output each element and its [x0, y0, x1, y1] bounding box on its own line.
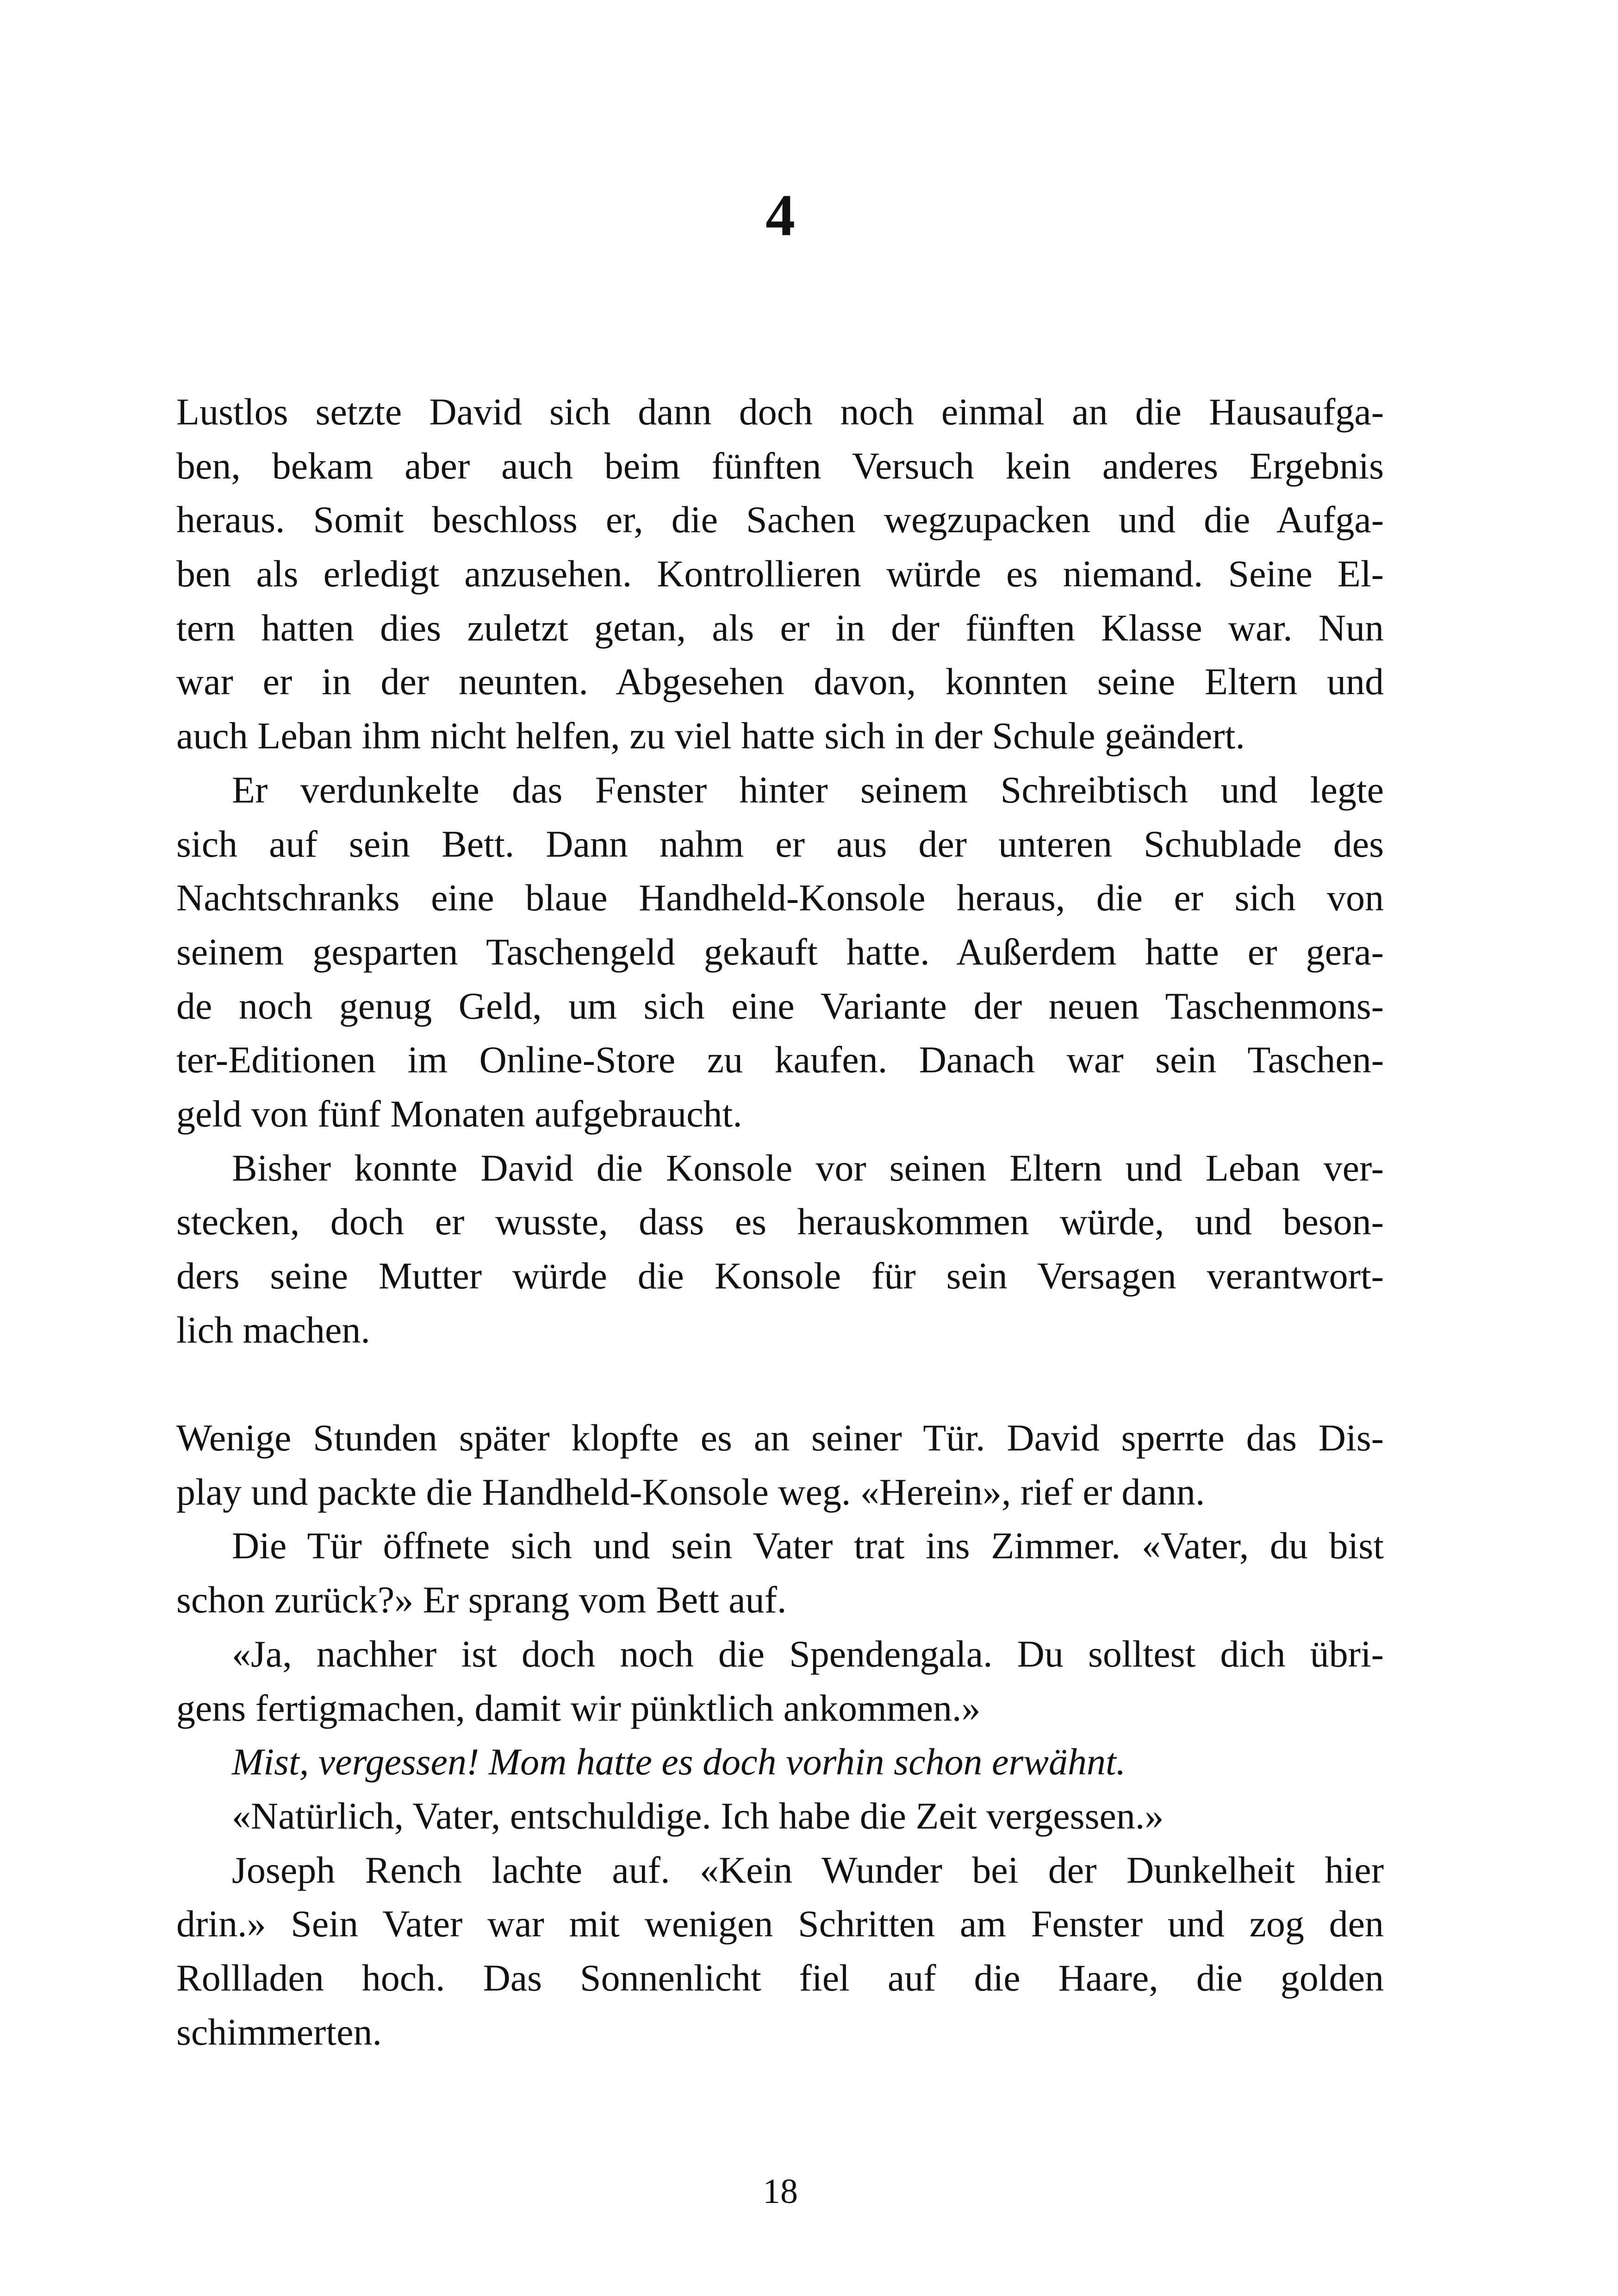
section — [176, 1411, 1384, 2059]
page-number: 18 — [763, 2172, 798, 2211]
paragraph — [176, 1843, 1384, 2060]
text-line: «Ja, nachher ist doch noch die Spendengala. Du solltest dich übri- — [232, 1632, 1384, 1675]
text-line: tern hatten dies zuletzt getan, als er in der fünften Klasse war. Nun — [176, 606, 1384, 649]
text-line: ter-Editionen im Online-Store zu kaufen. Danach war sein Taschen- — [176, 1039, 1384, 1081]
text-line: auch Leban ihm nicht helfen, zu viel hatte sich in der Schule geändert. — [176, 715, 1245, 757]
text-line: ben, bekam aber auch beim fünften Versuch kein anderes Ergebnis — [176, 444, 1384, 487]
text-line: ders seine Mutter würde die Konsole für sein Versagen verantwort- — [176, 1255, 1384, 1297]
paragraph — [176, 1411, 1384, 1519]
paragraph — [176, 385, 1384, 763]
section-break — [176, 1357, 1384, 1411]
text-line: play und packte die Handheld-Konsole weg. «Herein», rief er dann. — [176, 1470, 1205, 1513]
chapter-number: 4 — [765, 182, 795, 248]
text-line: Lustlos setzte David sich dann doch noch einmal an die Hausaufga- — [176, 391, 1384, 433]
paragraph — [176, 1519, 1384, 1627]
paragraph — [176, 1735, 1384, 1789]
text-line: Die Tür öffnete sich und sein Vater trat ins Zimmer. «Vater, du bist — [232, 1524, 1384, 1567]
body-text — [176, 385, 1384, 2059]
text-line: de noch genug Geld, um sich eine Variante der neuen Taschenmons- — [176, 984, 1384, 1027]
text-line: Joseph Rench lachte auf. «Kein Wunder bei der Dunkelheit hier — [232, 1848, 1384, 1891]
text-line: heraus. Somit beschloss er, die Sachen wegzupacken und die Aufga- — [176, 498, 1384, 541]
text-line: drin.» Sein Vater war mit wenigen Schritten am Fenster und zog den — [176, 1903, 1384, 1945]
text-line: schimmerten. — [176, 2010, 382, 2053]
text-line: Rollladen hoch. Das Sonnenlicht fiel auf die Haare, die golden — [176, 1956, 1384, 1999]
text-line: seinem gesparten Taschengeld gekauft hatte. Außerdem hatte er gera- — [176, 930, 1384, 973]
text-line: lich machen. — [176, 1308, 370, 1351]
paragraph — [176, 763, 1384, 1141]
text-line: sich auf sein Bett. Dann nahm er aus der unteren Schublade des — [176, 822, 1384, 865]
paragraph — [176, 1789, 1384, 1843]
text-line: ben als erledigt anzusehen. Kontrollieren würde es niemand. Seine El- — [176, 553, 1384, 595]
text-line: gens fertigmachen, damit wir pünktlich ankommen.» — [176, 1686, 981, 1729]
section — [176, 385, 1384, 1357]
text-line: stecken, doch er wusste, dass es herauskommen würde, und beson- — [176, 1201, 1384, 1243]
text-line: schon zurück?» Er sprang vom Bett auf. — [176, 1579, 787, 1621]
paragraph — [176, 1141, 1384, 1357]
text-line: war er in der neunten. Abgesehen davon, konnten seine Eltern und — [176, 660, 1384, 703]
text-line: Er verdunkelte das Fenster hinter seinem Schreibtisch und legte — [232, 768, 1384, 811]
text-line: geld von fünf Monaten aufgebraucht. — [176, 1092, 742, 1135]
text-line: Nachtschranks eine blaue Handheld-Konsole heraus, die er sich von — [176, 877, 1384, 919]
text-line: Mist, vergessen! Mom hatte es doch vorhin schon erwähnt. — [232, 1741, 1126, 1783]
text-line: Wenige Stunden später klopfte es an seiner Tür. David sperrte das Dis- — [176, 1417, 1384, 1459]
text-line: «Natürlich, Vater, entschuldige. Ich habe die Zeit vergessen.» — [232, 1794, 1164, 1837]
text-line: Bisher konnte David die Konsole vor seinen Eltern und Leban ver- — [232, 1146, 1384, 1189]
paragraph — [176, 1627, 1384, 1735]
